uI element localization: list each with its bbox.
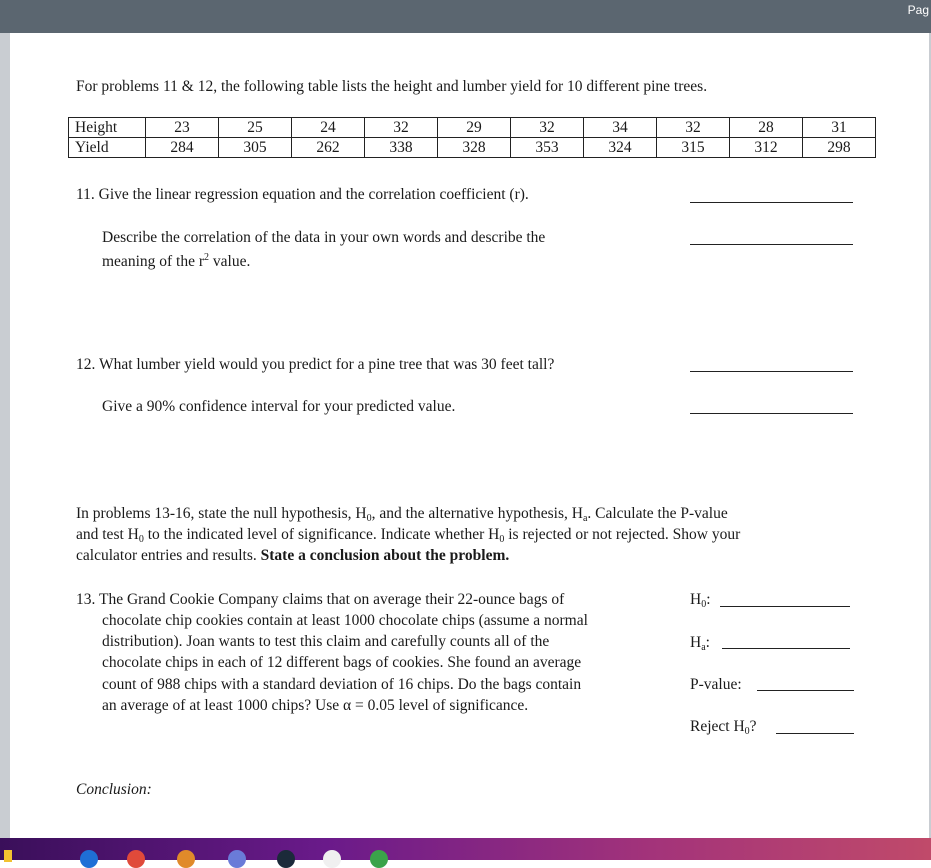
ha-label: $H_a$: [690, 634, 710, 653]
height-cell: 32 [365, 118, 438, 138]
height-cell: 24 [292, 118, 365, 138]
q12-prompt: 12. What lumber yield would you predict for a pine tree that was 30 feet tall? [76, 356, 555, 373]
yield-cell: 324 [584, 138, 657, 158]
h0-label: $H_0$: [690, 591, 711, 610]
page-label: Pag [907, 3, 929, 17]
yield-cell: 315 [657, 138, 730, 158]
q13-line: chocolate chips in each of 12 different bags of cookies. She found an average [102, 654, 582, 671]
yield-label: Yield [69, 138, 146, 158]
q12-answer-line-1[interactable] [690, 371, 853, 372]
app-icon[interactable] [323, 850, 341, 868]
height-label: Height [69, 118, 146, 138]
height-cell: 34 [584, 118, 657, 138]
taskbar [0, 838, 931, 860]
yield-cell: 284 [146, 138, 219, 158]
instructions-line-3: calculator entries and results. State a conclusion about the problem. [76, 547, 510, 564]
yield-cell: 338 [365, 138, 438, 158]
conclusion-label: Conclusion: [76, 781, 152, 798]
q13-line: distribution). Joan wants to test this claim and carefully counts all of the [102, 633, 550, 650]
q11-answer-line-1[interactable] [690, 202, 853, 203]
steam-icon[interactable] [277, 850, 295, 868]
q11-r2-line: meaning of the $r^2$ value. [102, 252, 251, 270]
height-row [69, 118, 876, 138]
q13-line: chocolate chip cookies contain at least 1000 chocolate chips (assume a normal [102, 612, 588, 629]
instructions-line-1: In problems 13-16, state the null hypothesis, $H_0$, and the alternative hypothesis, $H_a$. Calculate the P-value [76, 505, 728, 524]
reject-answer-line[interactable] [776, 733, 854, 734]
reject-h0-label: Reject $H_0$? [690, 718, 757, 737]
edge-icon[interactable] [80, 850, 98, 868]
pvalue-answer-line[interactable] [757, 690, 854, 691]
height-cell: 32 [511, 118, 584, 138]
q12-answer-line-2[interactable] [690, 413, 853, 414]
intro-text: For problems 11 & 12, the following table lists the height and lumber yield for 10 different pine trees. [76, 78, 708, 95]
q13-line: count of 988 chips with a standard deviation of 16 chips. Do the bags contain [102, 676, 582, 693]
chrome-icon[interactable] [127, 850, 145, 868]
height-cell: 29 [438, 118, 511, 138]
q11-prompt: 11. Give the linear regression equation and the correlation coefficient (r). [76, 186, 529, 203]
instructions-line-2: and test $H_0$ to the indicated level of significance. Indicate whether $H_0$ is rejected or not rejected. Show your [76, 526, 741, 545]
height-yield-table [68, 117, 876, 158]
folder-icon[interactable] [4, 850, 12, 862]
discord-icon[interactable] [228, 850, 246, 868]
top-bar [0, 0, 931, 33]
yield-cell: 262 [292, 138, 365, 158]
height-cell: 28 [730, 118, 803, 138]
pvalue-label: P-value: [690, 676, 742, 693]
height-cell: 32 [657, 118, 730, 138]
ha-answer-line[interactable] [722, 648, 850, 649]
q11-answer-line-2[interactable] [690, 244, 853, 245]
q12-confidence-line: Give a 90% confidence interval for your predicted value. [102, 398, 456, 415]
q13-line: an average of at least 1000 chips? Use α = 0.05 level of significance. [102, 697, 529, 714]
q13-line: 13. The Grand Cookie Company claims that on average their 22-ounce bags of [76, 591, 565, 608]
height-cell: 31 [803, 118, 876, 138]
left-page-edge [0, 33, 10, 838]
yield-row [69, 138, 876, 158]
q11-describe-line: Describe the correlation of the data in your own words and describe the [102, 229, 546, 246]
yield-cell: 328 [438, 138, 511, 158]
h0-answer-line[interactable] [720, 606, 850, 607]
chrome-profile-icon[interactable] [370, 850, 388, 868]
yield-cell: 312 [730, 138, 803, 158]
height-cell: 23 [146, 118, 219, 138]
firefox-icon[interactable] [177, 850, 195, 868]
yield-cell: 353 [511, 138, 584, 158]
yield-cell: 298 [803, 138, 876, 158]
yield-cell: 305 [219, 138, 292, 158]
height-cell: 25 [219, 118, 292, 138]
